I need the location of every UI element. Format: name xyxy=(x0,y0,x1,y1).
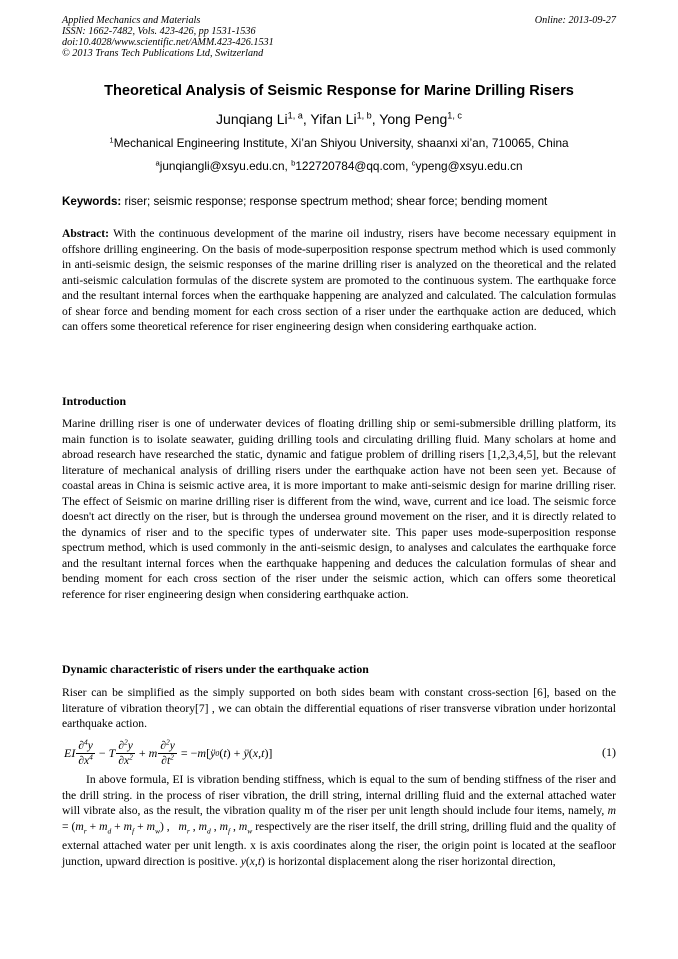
affiliation-mark: 1 xyxy=(109,135,114,145)
displacement-args: (x,t) xyxy=(245,854,265,868)
email-mark: a xyxy=(155,158,160,168)
email-mark: c xyxy=(411,158,416,168)
journal-header xyxy=(62,15,274,59)
email-mark: b xyxy=(291,158,296,168)
dynamic-paragraph-2 xyxy=(62,772,616,869)
journal-doi: doi:10.4028/www.scientific.net/AMM.423-426.1531 xyxy=(62,37,274,48)
journal-copyright: © 2013 Trans Tech Publications Ltd, Switzerland xyxy=(62,48,264,59)
mass-formula-rest: = $(m_r + m_d + m_f + m_w)$ , $m_r$ , $m_d$ , $m_f$ , $m_w$ xyxy=(62,819,253,835)
dynamic-paragraph-1: Riser can be simplified as the simply supported on both sides beam with constant cross-section [6], based on the literature of vibration theory[7] , we can obtain the differential equations of riser transverse vibration under horizontal earthquake action. xyxy=(62,686,616,730)
introduction-paragraph: Marine drilling riser is one of underwater devices of floating drilling ship or semi-submersible drilling platform, its main function is to isolate seawater, guiding drilling tools and circulating drilling fluid. Many scholars at home and abroad research have researched the static, dynamic and fatigue problem of drilling risers [1,2,3,4,5], but the relevant literature of mechanical analysis of drilling risers under the earthquake action have not been seen yet. Because of coastal areas in China is seismic active area, it is more important to make anti-seismic design for marine drilling riser. The effect of Seismic on marine drilling riser is different from the wind, wave, current and ice load. The seismic force doesn't act directly on the riser, but is through the undersea ground movement on the riser, and it is directly related to the dynamics of riser and to the specific types of underwater site. This paper uses mode-superposition response spectrum method, which is used commonly in the anti-seismic design, to analyses and calculates the earthquake force and the resultant internal forces when the earthquake happening and deduces the calculation formulas of shear and bending moment for each cross section of the riser under the seismic action, which can offers some theoretical reference for riser engineering design when considering earthquake action. xyxy=(62,417,616,601)
email-link[interactable]: junqiangli@xsyu.edu.cn xyxy=(159,159,285,173)
author-name: Junqiang Li xyxy=(216,111,288,127)
equation-body: EI $\frac{\partial^4y}{\partial x^4}$ − T $\frac{\partial^2y}{\partial x^2}$ + m $\frac{\partial^2y}{\partial t^2}$ = − m [ ÿ 0 ( t ) + ÿ ( x , t )] xyxy=(64,737,273,767)
abstract-label: Abstract: xyxy=(62,227,110,240)
dynamic-paragraph-2-start: In above formula, EI is vibration bending stiffness, which is equal to the sum of bending stiffness of the riser and the drill string. in the process of riser vibration, the drill string, internal drilling fluid and the external attached water will vibrate also, as the result, the vibration quality m of the riser per unit length should include four items, namely, xyxy=(62,773,616,817)
mass-formula: m xyxy=(607,804,616,817)
affiliation xyxy=(62,135,616,151)
author-name: Yifan Li xyxy=(310,111,357,127)
email-link[interactable]: 122720784@qq.com xyxy=(295,159,406,173)
online-date: Online: 2013-09-27 xyxy=(534,15,616,26)
abstract xyxy=(62,226,616,335)
equation-number: (1) xyxy=(602,745,616,759)
paper-title: Theoretical Analysis of Seismic Response for Marine Drilling Risers xyxy=(104,83,574,99)
affiliation-text: Mechanical Engineering Institute, Xi’an Shiyou University, shaanxi xi’an, 710065, China xyxy=(113,136,569,150)
author-list: Junqiang Li$^{1, a}$, Yifan Li$^{1, b}$, Yong Peng$^{1, c}$ xyxy=(216,110,462,127)
equation-1 xyxy=(62,736,616,770)
journal-issn: ISSN: 1662-7482, Vols. 423-426, pp 1531-1536 xyxy=(62,26,256,37)
section-heading-dynamic: Dynamic characteristic of risers under the earthquake action xyxy=(62,662,369,676)
dynamic-paragraph-2-end: is horizontal displacement along the riser horizontal direction, xyxy=(267,854,556,868)
dynamic-paragraph-2-cont: respectively are the riser itself, the drill string, drilling fluid and the quality of external attached water per unit length. x is axis coordinates along the riser, the origin point is located at the seafloor junction, upward direction is positive. xyxy=(62,819,617,868)
author-affil-mark: 1, a xyxy=(287,110,303,121)
keywords-text: riser; seismic response; response spectrum method; shear force; bending moment xyxy=(124,195,548,208)
keywords-label: Keywords: xyxy=(62,195,122,208)
journal-name: Applied Mechanics and Materials xyxy=(62,15,201,26)
keywords xyxy=(62,194,616,210)
displacement-symbol: y xyxy=(240,854,246,868)
author-affil-mark: 1, b xyxy=(356,110,372,121)
author-name: Yong Peng xyxy=(379,111,448,127)
email-list: $^a$junqiangli@xsyu.edu.cn, $^b$122720784@qq.com, $^c$ypeng@xsyu.edu.cn xyxy=(155,158,523,173)
abstract-text: With the continuous development of the marine oil industry, risers have become necessary equipment in offshore drilling engineering. On the basis of mode-superposition response spectrum method which is used commonly in anti-seismic design, the seismic responses of the marine drilling riser is analyzed on the theoretical and the related anti-seismic calculation formulas of the discrete system are promoted to the continuous system. The earthquake force and the resultant internal forces when the earthquake happening are analyzed and calculated. The calculation formulas of shear force and bending moment for each cross section of a riser under the earthquake action are deduced, which can offers some theoretical reference for riser engineering design when considering earthquake action. xyxy=(62,227,616,333)
section-heading-introduction: Introduction xyxy=(62,394,127,408)
author-affil-mark: 1, c xyxy=(447,110,462,121)
email-link[interactable]: ypeng@xsyu.edu.cn xyxy=(415,159,523,173)
